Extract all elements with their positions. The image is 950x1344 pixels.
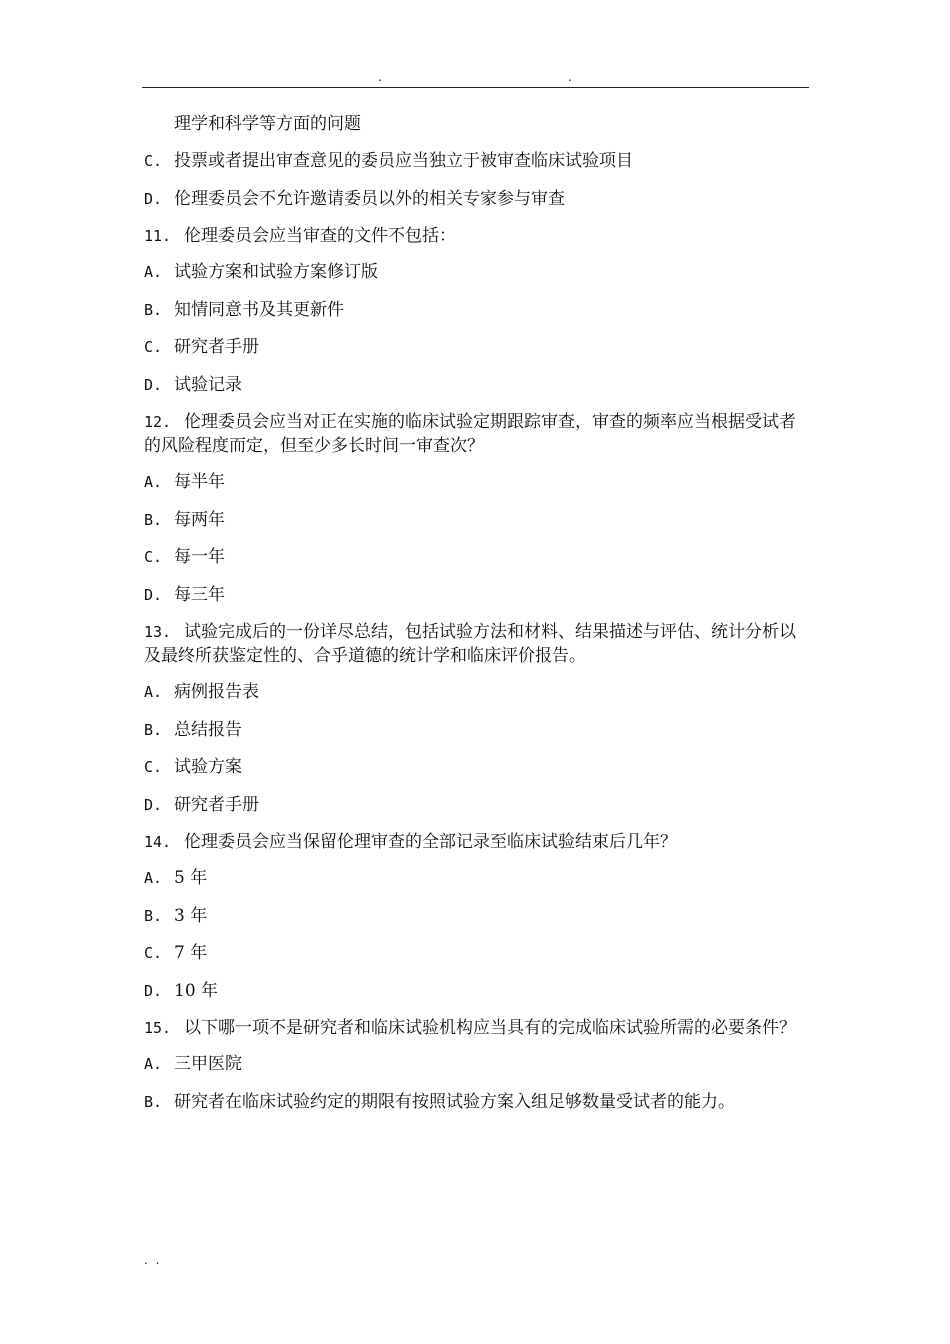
- option-letter: C.: [144, 152, 163, 170]
- option-c: [144, 941, 804, 966]
- option-text: 每半年: [174, 472, 225, 492]
- option-text: 试验方案: [174, 757, 242, 777]
- option-text: 伦理委员会不允许邀请委员以外的相关专家参与审查: [174, 188, 565, 209]
- option-text: 7 年: [174, 943, 208, 963]
- option-letter: A.: [144, 473, 163, 491]
- question-14: [144, 830, 804, 1004]
- question-number: 12.: [144, 413, 172, 431]
- option-text: 三甲医院: [174, 1054, 242, 1074]
- option-text: 知情同意书及其更新件: [174, 299, 344, 320]
- question-15: [144, 1016, 804, 1115]
- option-d: [144, 373, 804, 398]
- question-13: [144, 620, 804, 818]
- option-d: [144, 187, 804, 212]
- option-letter: D.: [144, 189, 163, 208]
- option-text: 投票或者提出审查意见的委员应当独立于被审查临床试验项目: [174, 151, 633, 171]
- option-letter: C.: [144, 338, 163, 356]
- option-a: [144, 1052, 804, 1077]
- option-a: [144, 680, 804, 705]
- option-letter: D.: [144, 981, 163, 1000]
- option-b: [144, 508, 804, 533]
- document-body: [144, 112, 804, 1127]
- question-text: [144, 1016, 804, 1040]
- prev-options: [144, 149, 804, 212]
- question-text: [144, 620, 804, 668]
- option-letter: A.: [144, 1055, 163, 1073]
- question-text: [144, 410, 804, 458]
- option-b: [144, 718, 804, 743]
- option-text: 试验记录: [174, 374, 242, 395]
- option-d: [144, 979, 804, 1004]
- header-dot-left: .: [378, 70, 382, 84]
- question-text: [144, 224, 804, 248]
- question-number: 14.: [144, 833, 172, 851]
- option-text: 3 年: [174, 905, 208, 926]
- header-dot-right: .: [568, 70, 572, 84]
- option-text: 研究者手册: [174, 337, 259, 357]
- option-letter: D.: [144, 375, 163, 394]
- option-letter: C.: [144, 548, 163, 566]
- option-b: [144, 298, 804, 323]
- option-a: [144, 260, 804, 285]
- question-stem: 试验完成后的一份详尽总结，包括试验方法和材料、结果描述与评估、统计分析以及最终所获鉴定性的、合乎道德的统计学和临床评价报告。: [144, 622, 796, 666]
- option-text: 病例报告表: [174, 682, 259, 702]
- option-text: 10 年: [174, 980, 219, 1001]
- option-text: 研究者手册: [174, 794, 259, 815]
- option-text: 每一年: [174, 547, 225, 567]
- option-a: [144, 470, 804, 495]
- header-rule: [142, 87, 809, 88]
- option-letter: A.: [144, 263, 163, 281]
- option-letter: B.: [144, 510, 163, 529]
- option-c: [144, 335, 804, 360]
- footer-dots: . .: [144, 1253, 162, 1267]
- option-c: [144, 545, 804, 570]
- option-letter: D.: [144, 795, 163, 814]
- question-text: [144, 830, 804, 854]
- option-b: [144, 1090, 804, 1115]
- question-stem: 伦理委员会应当保留伦理审查的全部记录至临床试验结束后几年？: [184, 832, 677, 852]
- question-number: 11.: [144, 227, 172, 245]
- option-letter: B.: [144, 1092, 163, 1111]
- option-letter: D.: [144, 585, 163, 604]
- option-letter: C.: [144, 944, 163, 962]
- option-text: 试验方案和试验方案修订版: [174, 262, 378, 282]
- question-12: [144, 410, 804, 608]
- option-d: [144, 583, 804, 608]
- option-letter: B.: [144, 720, 163, 739]
- question-11: [144, 224, 804, 398]
- option-c: [144, 755, 804, 780]
- option-d: [144, 793, 804, 818]
- option-text: 5 年: [174, 868, 208, 888]
- option-letter: B.: [144, 906, 163, 925]
- question-number: 13.: [144, 623, 172, 641]
- option-letter: C.: [144, 758, 163, 776]
- option-text: 每三年: [174, 584, 225, 605]
- option-text: 总结报告: [174, 719, 242, 740]
- option-letter: B.: [144, 300, 163, 319]
- question-stem: 以下哪一项不是研究者和临床试验机构应当具有的完成临床试验所需的必要条件？: [184, 1018, 796, 1038]
- continuation-text: 理学和科学等方面的问题: [174, 114, 361, 134]
- option-c: [144, 149, 804, 174]
- question-number: 15.: [144, 1019, 172, 1037]
- question-stem: 伦理委员会应当审查的文件不包括：: [184, 226, 456, 246]
- option-b: [144, 904, 804, 929]
- option-text: 研究者在临床试验约定的期限有按照试验方案入组足够数量受试者的能力。: [174, 1091, 735, 1112]
- option-a: [144, 866, 804, 891]
- option-letter: A.: [144, 683, 163, 701]
- option-text: 每两年: [174, 509, 225, 530]
- question-stem: 伦理委员会应当对正在实施的临床试验定期跟踪审查，审查的频率应当根据受试者的风险程度而定，但至少多长时间一审查次？: [144, 412, 796, 456]
- option-letter: A.: [144, 869, 163, 887]
